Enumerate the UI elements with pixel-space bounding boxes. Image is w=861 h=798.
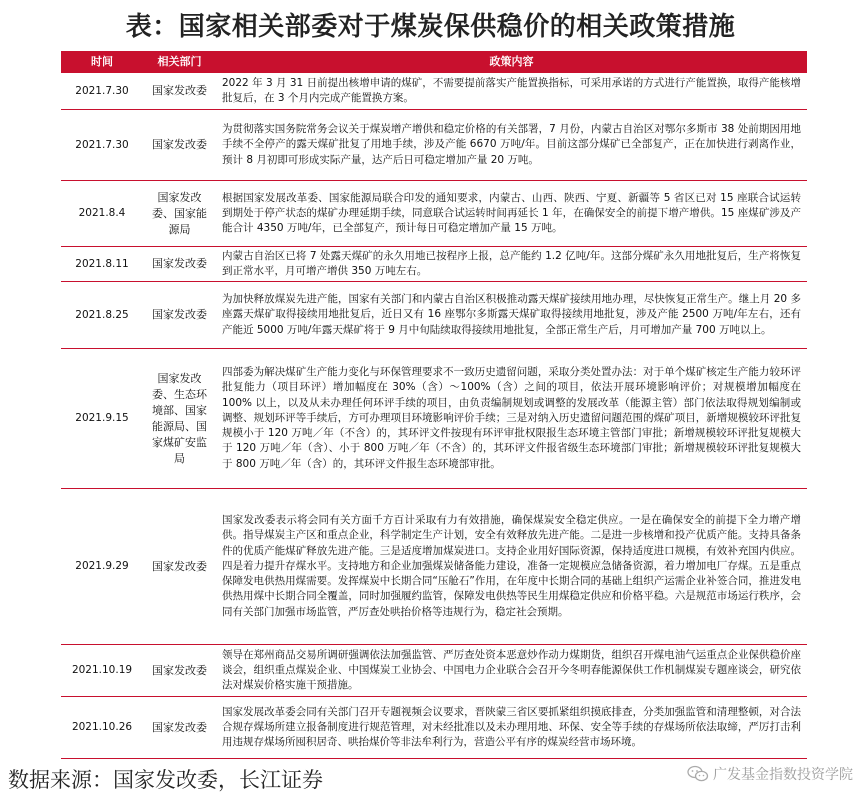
row-content: 国家发改委表示将会同有关方面千方百计采取有力有效措施，确保煤炭安全稳定供应。一是在确保安全的前提下全力增产增供。指导煤炭主产区和重点企业，科学制定生产计划，安全有效释放先进产能。二是进一步核增和投产优质产能。支持具备条件的优质产能煤矿释放先进产能。三是适度增加煤炭进口。支持企业用好国际资源，保持适度进口规模，有效补充国内供应。四是着力提升存煤水平。支持地方和企业加强煤炭储备能力建设，准备一定规模应急储备资源，着力增加电厂存煤。五是重点保障发电供热用煤需要。发挥煤炭中长期合同“压舱石”作用，在年度中长期合同的基础上组织产运需企业补签合同，推进发电供热用煤中长期合同全覆盖，同时加强履约监管，保障发电供热等民生用煤稳定供应和价格平稳。六是规范市场运行秩序，会同有关部门加强市场监管，严厉查处哄抬价格等违规行为，稳定社会预期。 xyxy=(222,514,801,618)
row-date: 2021.8.25 xyxy=(75,308,129,321)
header-date: 时间 xyxy=(91,55,113,68)
policy-table xyxy=(61,51,807,759)
row-date: 2021.9.29 xyxy=(75,560,129,572)
row-date: 2021.9.15 xyxy=(75,412,129,424)
page-title: 表：国家相关部委对于煤炭保供稳价的相关政策措施 xyxy=(125,12,736,42)
row-date: 2021.10.19 xyxy=(71,664,133,676)
table-row xyxy=(61,697,807,759)
table-row xyxy=(61,181,807,247)
row-content: 2022 年 3 月 31 日前提出核增申请的煤矿，不需要提前落实产能置换指标，可采用承诺的方式进行产能置换，取得产能核增批复后，在 3 个月内完成产能置换方案。 xyxy=(222,76,801,104)
row-date: 2021.10.26 xyxy=(71,721,133,733)
watermark xyxy=(687,764,853,784)
row-content: 国家发展改革委会同有关部门召开专题视频会议要求，晋陕蒙三省区要抓紧组织摸底排查，分类加强监管和清理整顿，对合法合规存煤场所建立报备制度进行规范管理，对未经批准以及未办理用地、环保、安全等手续的存煤场所依法取缔，严厉打击利用违规存煤场所囤积居奇、哄抬煤价等非法牟利行为，营造公平有序的煤炭经营市场环境。 xyxy=(222,705,801,749)
row-dept: 国家发改委 xyxy=(152,84,207,97)
row-dept: 国家发改委、生态环境部、国家能源局、国家煤矿安监局 xyxy=(152,371,207,465)
row-dept: 国家发改委 xyxy=(152,257,207,270)
row-dept: 国家发改委 xyxy=(152,559,207,573)
row-content: 四部委为解决煤矿生产能力变化与环保管理要求不一致历史遗留问题，采取分类处置办法：对于单个煤矿核定生产能力较环评批复能力（项目环评）增加幅度在 30%（含）～100%（含）之间的项目，依法开展环境影响评价；对规模增加幅度在 100% 以上，以及从未办理任何环评手续的项目，由负责编制规划或调整的发展改革（能源主管）部门依法取得规划编制或调整、规划环评等手续后，方可办理项目环境影响评价手续；三是对纳入历史遗留问题范围的煤矿项目，新增规模较环评批复规模小于 120 万吨／年（不含）的，其环评文件按现有环评审批权限报生态环境主管部门审批；新增规模较环评批复规模大于 120 万吨／年（含）、小于 800 万吨／年（不含）的，其环评文件报省级生态环境部门审批；新增规模较环评批复规模大于 800 万吨／年（含）的，其环评文件报生态环境部审批。 xyxy=(222,366,801,470)
source-note: 数据来源：国家发改委，长江证券 xyxy=(8,768,323,792)
table-row xyxy=(61,645,807,697)
row-dept: 国家发改委 xyxy=(152,720,207,734)
row-dept: 国家发改委 xyxy=(152,308,207,321)
table-row xyxy=(61,489,807,645)
wechat-icon xyxy=(687,765,709,783)
table-row xyxy=(61,282,807,349)
header-content: 政策内容 xyxy=(489,55,534,68)
row-date: 2021.7.30 xyxy=(75,138,129,151)
row-date: 2021.7.30 xyxy=(75,84,129,97)
row-date: 2021.8.4 xyxy=(78,207,126,219)
row-content: 领导在郑州商品交易所调研强调依法加强监管、严厉查处资本恶意炒作动力煤期货，组织召开煤电油气运重点企业保供稳价座谈会，组织重点煤炭企业、中国煤炭工业协会、中国电力企业联合会召开今冬明春能源保供工作机制煤炭专题座谈会，研究依法对煤炭价格实施干预措施。 xyxy=(222,648,801,692)
table-row xyxy=(61,73,807,110)
table-row xyxy=(61,247,807,282)
row-dept: 国家发改委 xyxy=(152,138,207,151)
table-header xyxy=(61,51,807,73)
header-dept: 相关部门 xyxy=(157,55,202,68)
watermark-text: 广发基金指数投资学院 xyxy=(713,767,853,783)
table-row xyxy=(61,110,807,181)
row-date: 2021.8.11 xyxy=(75,257,129,270)
row-content: 内蒙古自治区已将 7 处露天煤矿的永久用地已按程序上报，总产能约 1.2 亿吨/年。这部分煤矿永久用地批复后，生产将恢复到正常水平，月可增产增供 350 万吨左右。 xyxy=(222,249,801,277)
row-content: 为加快释放煤炭先进产能，国家有关部门和内蒙古自治区积极推动露天煤矿接续用地办理，尽快恢复正常生产。继上月 20 多座露天煤矿取得接续用地批复后，近日又有 16 座鄂尔多斯露天煤矿取得接续用地批复，涉及产能 2500 万吨/年左右，还有产能近 5000 万吨/年露天煤矿将于 9 月中旬陆续取得接续用地批复，全部正常生产后，月可增加产量 700 万吨以上。 xyxy=(222,293,801,336)
table-row xyxy=(61,349,807,489)
row-content: 根据国家发展改革委、国家能源局联合印发的通知要求，内蒙古、山西、陕西、宁夏、新疆等 5 省区已对 15 座联合试运转到期处于停产状态的煤矿办理延期手续，同意联合试运转时间再延长 1 年，在确保安全的前提下增产增供。15 座煤矿涉及产能合计 4350 万吨/年，已全部复产，预计每日可稳定增加产量 15 万吨。 xyxy=(222,191,801,235)
row-dept: 国家发改委、国家能源局 xyxy=(152,190,207,236)
row-dept: 国家发改委 xyxy=(152,663,207,677)
row-content: 为贯彻落实国务院常务会议关于煤炭增产增供和稳定价格的有关部署，7 月份，内蒙古自治区对鄂尔多斯市 38 处前期因用地手续不全停产的露天煤矿批复了用地手续，涉及产能 6670 万吨/年。目前这部分煤矿已全部复产，正在加快进行剥离作业，预计 8 月初即可形成实际产量，达产后日可稳定增加产量 20 万吨。 xyxy=(222,123,801,166)
